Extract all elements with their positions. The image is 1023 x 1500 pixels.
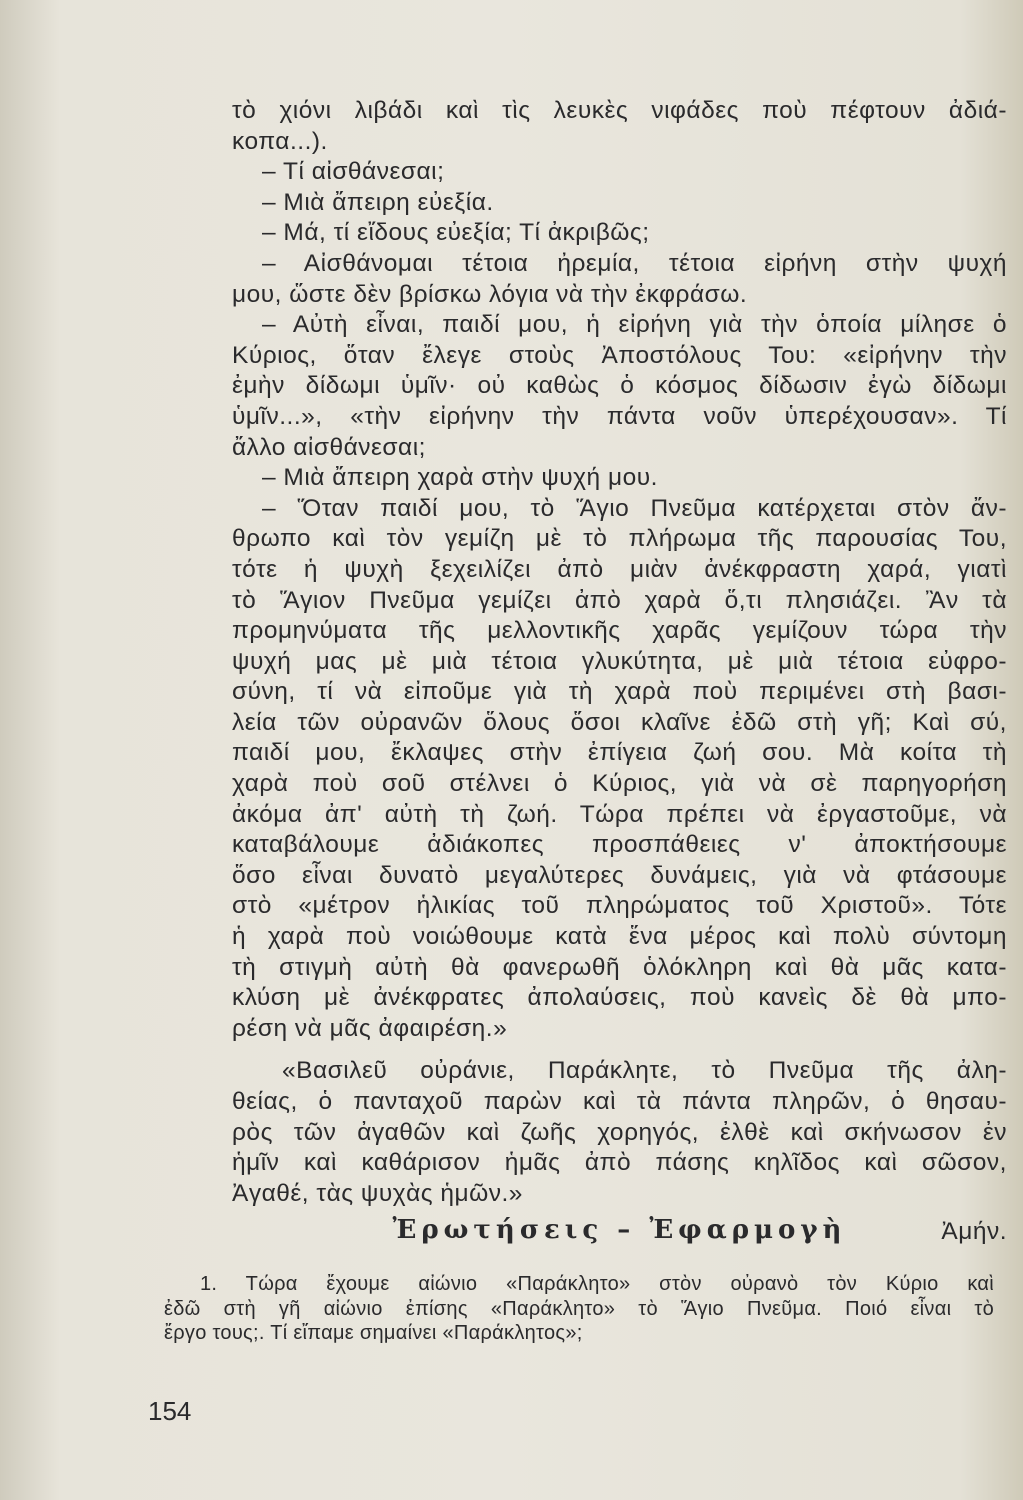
body-text bbox=[232, 96, 1007, 1248]
text-line: ψυχή μας μὲ μιὰ τέτοια γλυκύτητα, μὲ μιὰ τέτοια εὐφρο- bbox=[232, 647, 1007, 675]
amen: Ἀμήν. bbox=[941, 1218, 1007, 1246]
text-line: ἀκόμα ἀπ' αὐτὴ τὴ ζωή. Τώρα πρέπει νὰ ἐργαστοῦμε, νὰ bbox=[232, 800, 1007, 828]
text-line: ἐμὴν δίδωμι ὑμῖν· οὐ καθὼς ὁ κόσμος δίδωσιν ἐγὼ δίδωμι bbox=[232, 372, 1007, 400]
text-line: χαρὰ ποὺ σοῦ στέλνει ὁ Κύριος, γιὰ νὰ σὲ παρηγορήση bbox=[232, 770, 1007, 798]
text-line: κλύση μὲ ἀνέκφρατες ἀπολαύσεις, ποὺ κανεὶς δὲ θὰ μπο- bbox=[232, 984, 1007, 1012]
text-line: – Μά, τί εἴδους εὐεξία; Τί ἀκριβῶς; bbox=[262, 219, 650, 247]
text-line: ὅσο εἶναι δυνατὸ μεγαλύτερες δυνάμεις, γιὰ νὰ φτάσουμε bbox=[232, 861, 1007, 889]
text-line: τὸ Ἅγιον Πνεῦμα γεμίζει ἀπὸ χαρὰ ὅ,τι πλησιάζει. Ἂν τὰ bbox=[232, 586, 1007, 614]
text-line: – Μιὰ ἄπειρη εὐεξία. bbox=[262, 188, 494, 216]
question-line: ἔργο τους;. Τί εἴπαμε σημαίνει «Παράκλητος»; bbox=[164, 1322, 583, 1344]
question-line: ἐδῶ στὴ γῆ αἰώνιο ἐπίσης «Παράκλητο» τὸ Ἅγιο Πνεῦμα. Ποιό εἶναι τὸ bbox=[164, 1297, 994, 1320]
text-line: κοπα...). bbox=[232, 127, 328, 155]
text-line: λεία τῶν οὐρανῶν ὅλους ὅσοι κλαῖνε ἐδῶ στὴ γῆ; Καὶ σύ, bbox=[232, 708, 1007, 736]
prayer-line: Ἀγαθέ, τὰς ψυχὰς ἡμῶν.» bbox=[232, 1179, 523, 1207]
page-number: 154 bbox=[148, 1396, 192, 1426]
text-line: τότε ἡ ψυχὴ ξεχειλίζει ἀπὸ μιὰν ἀνέκφραστη χαρά, γιατὶ bbox=[232, 555, 1007, 583]
text-line: ἡ χαρὰ ποὺ νοιώθουμε κατὰ ἕνα μέρος καὶ πολὺ σύντομη bbox=[232, 923, 1007, 951]
prayer-line: ρὸς τῶν ἀγαθῶν καὶ ζωῆς χορηγός, ἐλθὲ καὶ σκήνωσον ἐν bbox=[232, 1118, 1007, 1146]
text-line: παιδί μου, ἔκλαψες στὴν ἐπίγεια ζωή σου. Μὰ κοίτα τὴ bbox=[232, 739, 1007, 767]
text-line: τὴ στιγμὴ αὐτὴ θὰ φανερωθῆ ὁλόκληρη καὶ θὰ μᾶς κατα- bbox=[232, 953, 1007, 981]
text-line: Κύριος, ὅταν ἔλεγε στοὺς Ἀποστόλους Του: «εἰρήνην τὴν bbox=[232, 341, 1007, 369]
text-line: θρωπο καὶ τὸν γεμίζη μὲ τὸ πλήρωμα τῆς παρουσίας Του, bbox=[232, 525, 1007, 553]
text-line: ἄλλο αἰσθάνεσαι; bbox=[232, 433, 426, 461]
text-line: ρέση νὰ μᾶς ἀφαιρέση.» bbox=[232, 1014, 508, 1042]
text-line: – Αἰσθάνομαι τέτοια ἠρεμία, τέτοια εἰρήνη στὴν ψυχή bbox=[262, 249, 1007, 277]
text-line: τὸ χιόνι λιβάδι καὶ τὶς λευκὲς νιφάδες ποὺ πέφτουν ἀδιά- bbox=[232, 97, 1007, 124]
questions bbox=[164, 1272, 994, 1346]
text-line: σύνη, τί νὰ εἰποῦμε γιὰ τὴ χαρὰ ποὺ περιμένει στὴ βασι- bbox=[232, 678, 1007, 706]
prayer-line: ἡμῖν καὶ καθάρισον ἡμᾶς ἀπὸ πάσης κηλῖδος καὶ σῶσον, bbox=[232, 1149, 1007, 1177]
prayer-line: «Βασιλεῦ οὐράνιε, Παράκλητε, τὸ Πνεῦμα τῆς ἀλη- bbox=[282, 1057, 1007, 1085]
text-line: – Μιὰ ἄπειρη χαρὰ στὴν ψυχή μου. bbox=[262, 464, 658, 492]
text-line: καταβάλουμε ἀδιάκοπες προσπάθειες ν' ἀποκτήσουμε bbox=[232, 831, 1007, 859]
prayer-line: θείας, ὁ πανταχοῦ παρὼν καὶ τὰ πάντα πληρῶν, ὁ θησαυ- bbox=[232, 1088, 1007, 1115]
text-line: – Ὅταν παιδί μου, τὸ Ἅγιο Πνεῦμα κατέρχεται στὸν ἄν- bbox=[262, 494, 1007, 522]
text-line: στὸ «μέτρον ἡλικίας τοῦ πληρώματος τοῦ Χριστοῦ». Τότε bbox=[232, 892, 1007, 920]
text-line: ὑμῖν...», «τὴν εἰρήνην τὴν πάντα νοῦν ὑπερέχουσαν». Τί bbox=[232, 402, 1007, 430]
text-line: προμηνύματα τῆς μελλοντικῆς χαρᾶς γεμίζουν τώρα τὴν bbox=[232, 617, 1007, 645]
text-line: – Αὐτὴ εἶναι, παιδί μου, ἡ εἰρήνη γιὰ τὴν ὁποία μίλησε ὁ bbox=[262, 311, 1007, 339]
question-line: 1. Τώρα ἔχουμε αἰώνιο «Παράκλητο» στὸν οὐρανὸ τὸν Κύριο καὶ bbox=[200, 1273, 994, 1295]
text-line: μου, ὥστε δὲν βρίσκω λόγια νὰ τὴν ἐκφράσω. bbox=[232, 280, 748, 308]
text-line: – Τί αἰσθάνεσαι; bbox=[262, 158, 445, 186]
section-heading: Ἐρωτήσεις – Ἐφαρμογὴ bbox=[392, 1215, 847, 1245]
